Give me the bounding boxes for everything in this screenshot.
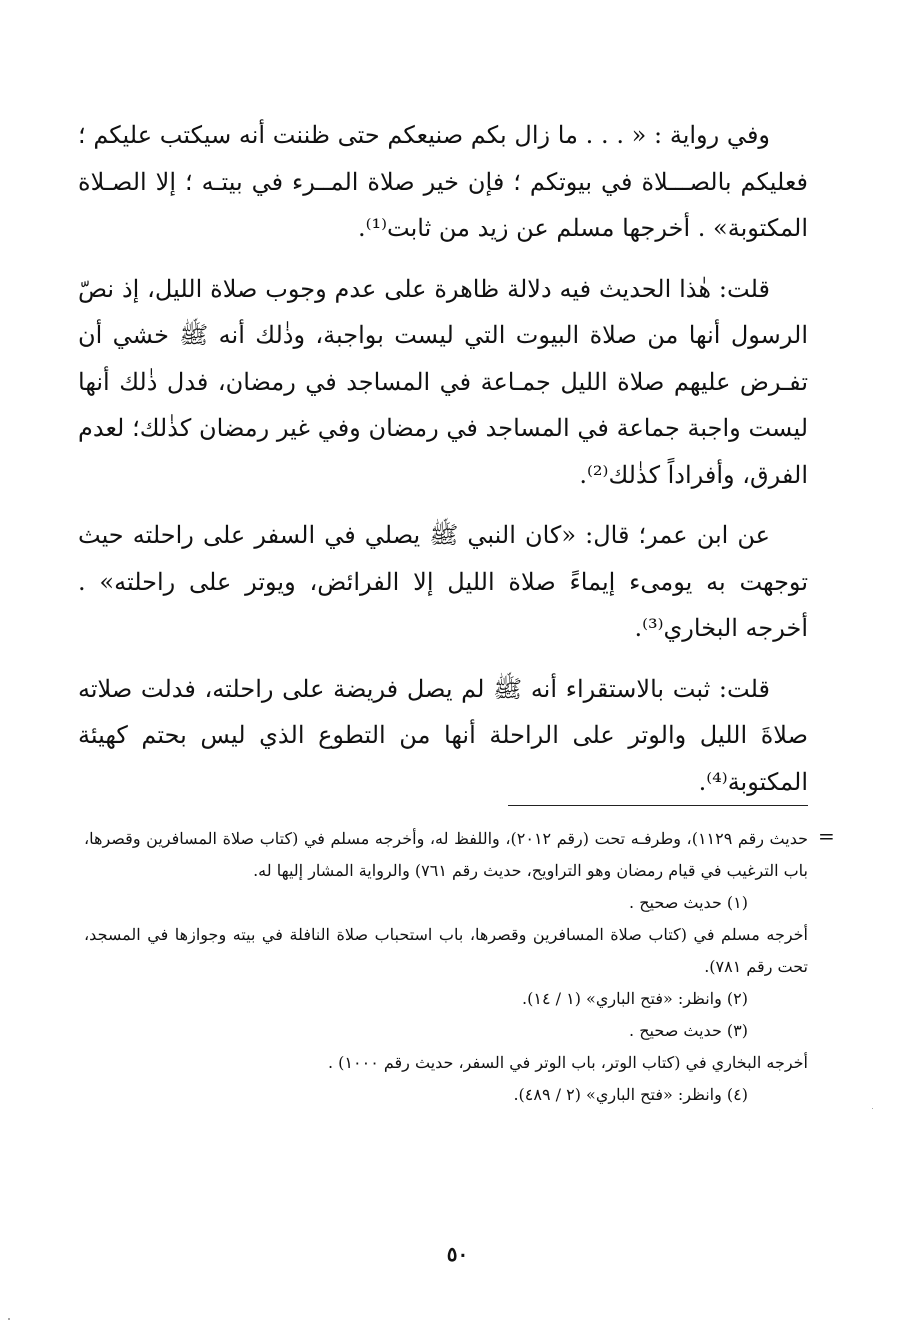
footnote-1-detail: أخرجه مسلم في (كتاب صلاة المسافرين وقصرها، باب استحباب صلاة النافلة في بيته وجوازها في المسجد، تحت رقم ٧٨١). bbox=[84, 925, 808, 976]
footnote-2: (٢) وانظر: «فتح الباري» (١ / ١٤). bbox=[522, 989, 748, 1008]
paragraph-qultu-1: قلت: هٰذا الحديث فيه دلالة ظاهرة على عدم وجوب صلاة الليل، إذ نصّ الرسول أنها من صلاة البيوت التي ليست بواجبة، وذٰلك أنه ﷺ خشي أن تفـرض عليهم صلاة الليل جمـاعة في المساجد في رمضان، فدل ذٰلك أنها ليست واجبة جماعة في المساجد في رمضان وفي غير رمضان كذٰلك؛ لعدم الفرق، وأفراداً كذٰلك⁽²⁾. bbox=[78, 274, 809, 489]
footnote-separator bbox=[508, 805, 808, 806]
page-number: ٥٠ bbox=[446, 1242, 469, 1266]
footnote-3-detail: أخرجه البخاري في (كتاب الوتر، باب الوتر في السفر، حديث رقم ١٠٠٠) . bbox=[327, 1053, 808, 1072]
scan-speck bbox=[872, 1108, 873, 1109]
footnote-continued: حديث رقم ١١٢٩)، وطرفـه تحت (رقم ٢٠١٢)، واللفظ له، وأخرجه مسلم في (كتاب صلاة المسافرين وقصرها، باب الترغيب في قيام رمضان وهو التراويح، حديث رقم ٧٦١) والرواية المشار إليها له. bbox=[84, 829, 809, 880]
footnote-1: (١) حديث صحيح . bbox=[629, 893, 748, 912]
footnote-3: (٣) حديث صحيح . bbox=[629, 1021, 748, 1040]
paragraph-qultu-2: قلت: ثبت بالاستقراء أنه ﷺ لم يصل فريضة على راحلته، فدلت صلاته صلاةَ الليل والوتر على الراحلة أنها من التطوع الذي ليس بحتم كهيئة المكتوبة⁽⁴⁾. bbox=[78, 674, 808, 796]
main-text bbox=[78, 112, 808, 819]
paragraph-riwaya: وفي رواية : « . . . ما زال بكم صنيعكم حتى ظننت أنه سيكتب عليكم ؛ فعليكم بالصـــلاة في بيوتكم ؛ فإن خير صلاة المــرء في بيتـه ؛ إلا الصـلاة المكتوبة» . أخرجها مسلم عن زيد من ثابت⁽¹⁾. bbox=[78, 121, 808, 242]
continuation-mark: = bbox=[818, 824, 835, 848]
paragraph-ibn-umar: عن ابن عمر؛ قال: «كان النبي ﷺ يصلي في السفر على راحلته حيث توجهت به يومىء إيماءً صلاة الليل إلا الفرائض، ويوتر على راحلته» . أخرجه البخاري⁽³⁾. bbox=[78, 521, 808, 642]
scan-speck bbox=[8, 1318, 10, 1320]
footnotes bbox=[84, 823, 808, 1111]
footnote-4: (٤) وانظر: «فتح الباري» (٢ / ٤٨٩). bbox=[513, 1085, 748, 1104]
